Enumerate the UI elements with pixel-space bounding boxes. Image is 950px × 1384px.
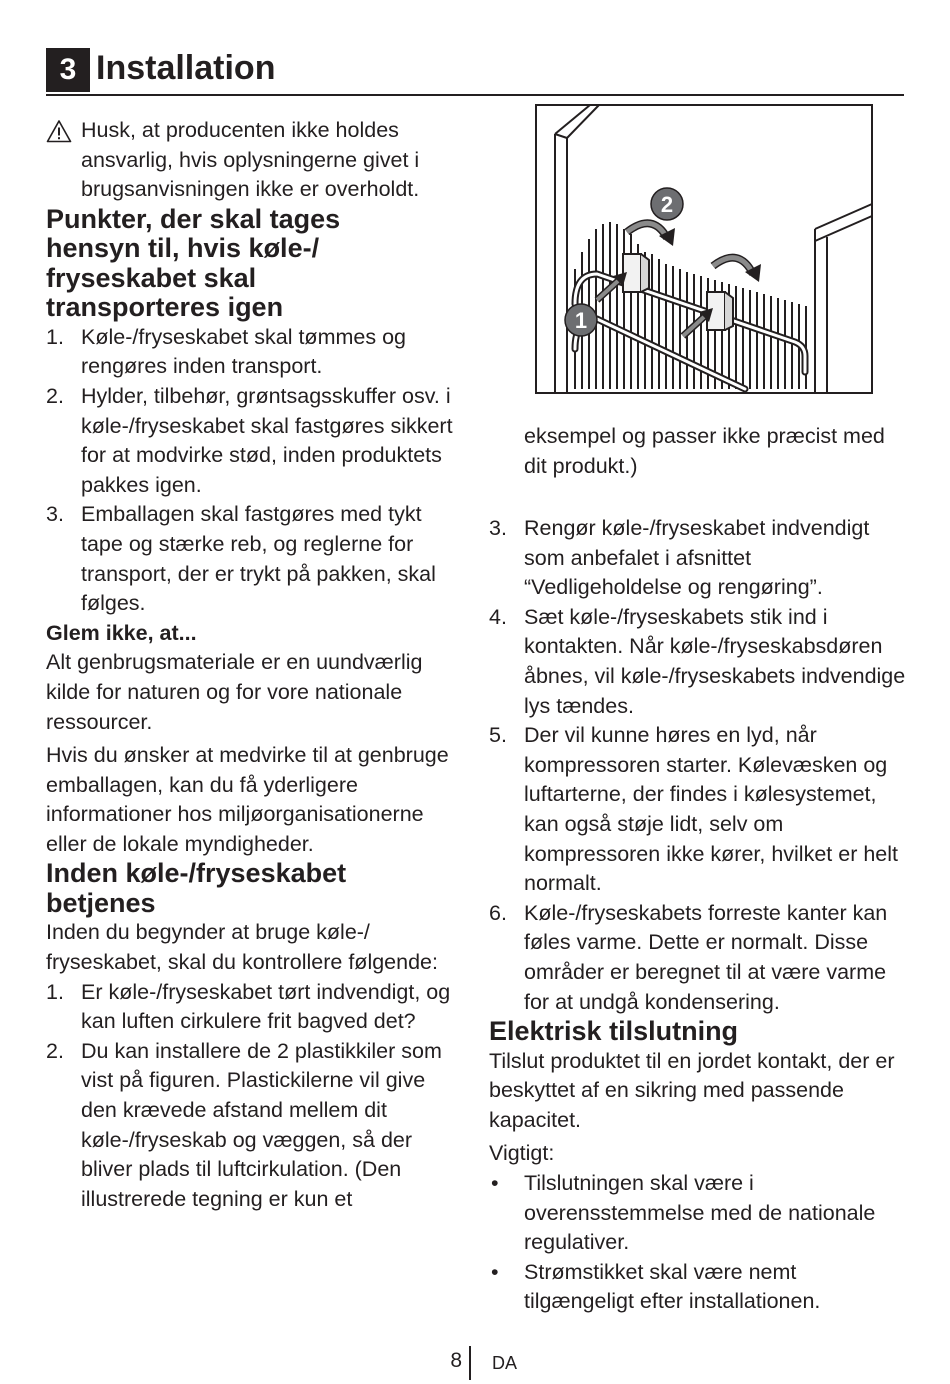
step-number: 1. [46, 324, 64, 349]
list-item [46, 1037, 466, 1215]
list-item [489, 1258, 907, 1317]
figure-note-continuation: eksempel og passer ikke præcist med dit produkt.) [524, 424, 885, 478]
remember-paragraph: Alt genbrugsmateriale er en uundværlig kilde for naturen og for vore nationale ressourcer. [46, 650, 423, 734]
step-text: Sæt køle-/fryseskabets stik ind i kontakten. Når køle-/fryseskabsdøren åbnes, vil køle-/fryseskabets indvendige lys tændes. [524, 604, 906, 718]
chapter-number: 3 [46, 48, 90, 92]
before-use-steps [46, 978, 466, 1215]
step-text: Emballagen skal fastgøres med tykt tape og stærke reb, og reglerne for transport, der er trykt på pakken, skal følges. [81, 502, 436, 616]
chapter-title: Installation [96, 49, 276, 87]
electric-intro: Tilslut produktet til en jordet kontakt, der er beskyttet af en sikring med passende kapacitet. [489, 1048, 895, 1132]
step-text: Der vil kunne høres en lyd, når kompressoren starter. Kølevæsken og luftarterne, der findes i kølesystemet, kan også støje lidt, selv om kompressoren ikke kører, hvilket er helt normalt. [524, 723, 898, 896]
transport-heading-line: Punkter, der skal tages [46, 203, 341, 234]
list-item [489, 514, 907, 603]
list-item [489, 1169, 907, 1258]
step-number: 4. [489, 604, 507, 629]
step-text: Køle-/fryseskabet skal tømmes og rengøres inden transport. [81, 324, 406, 379]
page-number: 8 [450, 1349, 462, 1372]
step-number: 3. [46, 502, 64, 527]
list-item [489, 899, 907, 1017]
figure-label-1 [565, 304, 597, 336]
step-number: 5. [489, 723, 507, 748]
transport-heading-line: hensyn til, hvis køle-/ [46, 233, 320, 264]
step-text: Hylder, tilbehør, grøntsagsskuffer osv. i køle-/fryseskabet skal fastgøres sikkert for at modvirke stød, inden produktets pakkes igen. [81, 383, 453, 497]
list-item [46, 500, 466, 618]
step-number: 2. [46, 383, 64, 408]
transport-steps [46, 323, 466, 619]
right-column [489, 514, 907, 1317]
warning-note [46, 116, 466, 205]
bullet-icon: • [491, 1259, 499, 1284]
before-use-heading-line: Inden køle-/fryseskabet [46, 858, 347, 889]
before-use-intro: Inden du begynder at bruge køle-/ fryseskabet, skal du kontrollere følgende: [46, 920, 438, 975]
before-use-steps-continued [489, 514, 907, 1017]
before-use-heading-line: betjenes [46, 887, 156, 918]
left-column [46, 116, 466, 1214]
list-item [46, 978, 466, 1037]
before-use-heading [46, 859, 466, 918]
step-number: 6. [489, 900, 507, 925]
step-text: Rengør køle-/fryseskabet indvendigt som anbefalet i afsnittet “Vedligeholdelse og rengøring”. [524, 516, 870, 600]
list-item [46, 382, 466, 500]
step-text: Du kan installere de 2 plastikkiler som vist på figuren. Plastickilerne vil give den krævede afstand mellem dit køle-/fryseskab og væggen, så der bliver plads til luftcirkulation. (Den illustrerede tegning er kun et [81, 1038, 442, 1211]
figure-label-2 [651, 188, 683, 220]
transport-heading-line: transporteres igen [46, 292, 284, 323]
transport-heading [46, 205, 466, 323]
important-bullets [489, 1169, 907, 1317]
important-label: Vigtigt: [489, 1141, 555, 1166]
step-number: 1. [46, 979, 64, 1004]
language-code: DA [492, 1353, 518, 1373]
warning-text: Husk, at producenten ikke holdes ansvarlig, hvis oplysningerne givet i brugsanvisningen ikke er overholdt. [81, 118, 420, 202]
list-item [46, 323, 466, 382]
list-item [489, 603, 907, 721]
warning-triangle-icon [46, 119, 72, 143]
wedge-installation-figure [535, 104, 873, 394]
step-number: 3. [489, 516, 507, 540]
plastic-wedge-icon [623, 254, 649, 292]
bullet-text: Strømstikket skal være nemt tilgængeligt efter installationen. [524, 1259, 821, 1314]
remember-heading: Glem ikke, at... [46, 620, 197, 645]
bullet-text: Tilslutningen skal være i overensstemmelse med de nationale regulativer. [524, 1170, 876, 1255]
transport-heading-line: fryseskabet skal [46, 262, 257, 293]
svg-text:1: 1 [574, 308, 588, 333]
recycling-paragraph: Hvis du ønsker at medvirke til at genbruge emballagen, kan du få yderligere informationer hos miljøorganisationerne eller de lokale myndigheder. [46, 743, 449, 856]
electric-heading: Elektrisk tilslutning [489, 1016, 739, 1047]
step-text: Er køle-/fryseskabet tørt indvendigt, og kan luften cirkulere frit bagved det? [81, 979, 451, 1034]
right-continuation-block [489, 422, 907, 481]
footer-divider [469, 1346, 471, 1380]
chapter-header [46, 46, 904, 96]
bullet-icon: • [491, 1170, 499, 1195]
step-number: 2. [46, 1038, 64, 1063]
step-text: Køle-/fryseskabets forreste kanter kan føles varme. Dette er normalt. Disse områder er beregnet til at være varme for at undgå kondensering. [524, 900, 888, 1014]
svg-text:2: 2 [660, 192, 674, 217]
list-item [489, 721, 907, 899]
